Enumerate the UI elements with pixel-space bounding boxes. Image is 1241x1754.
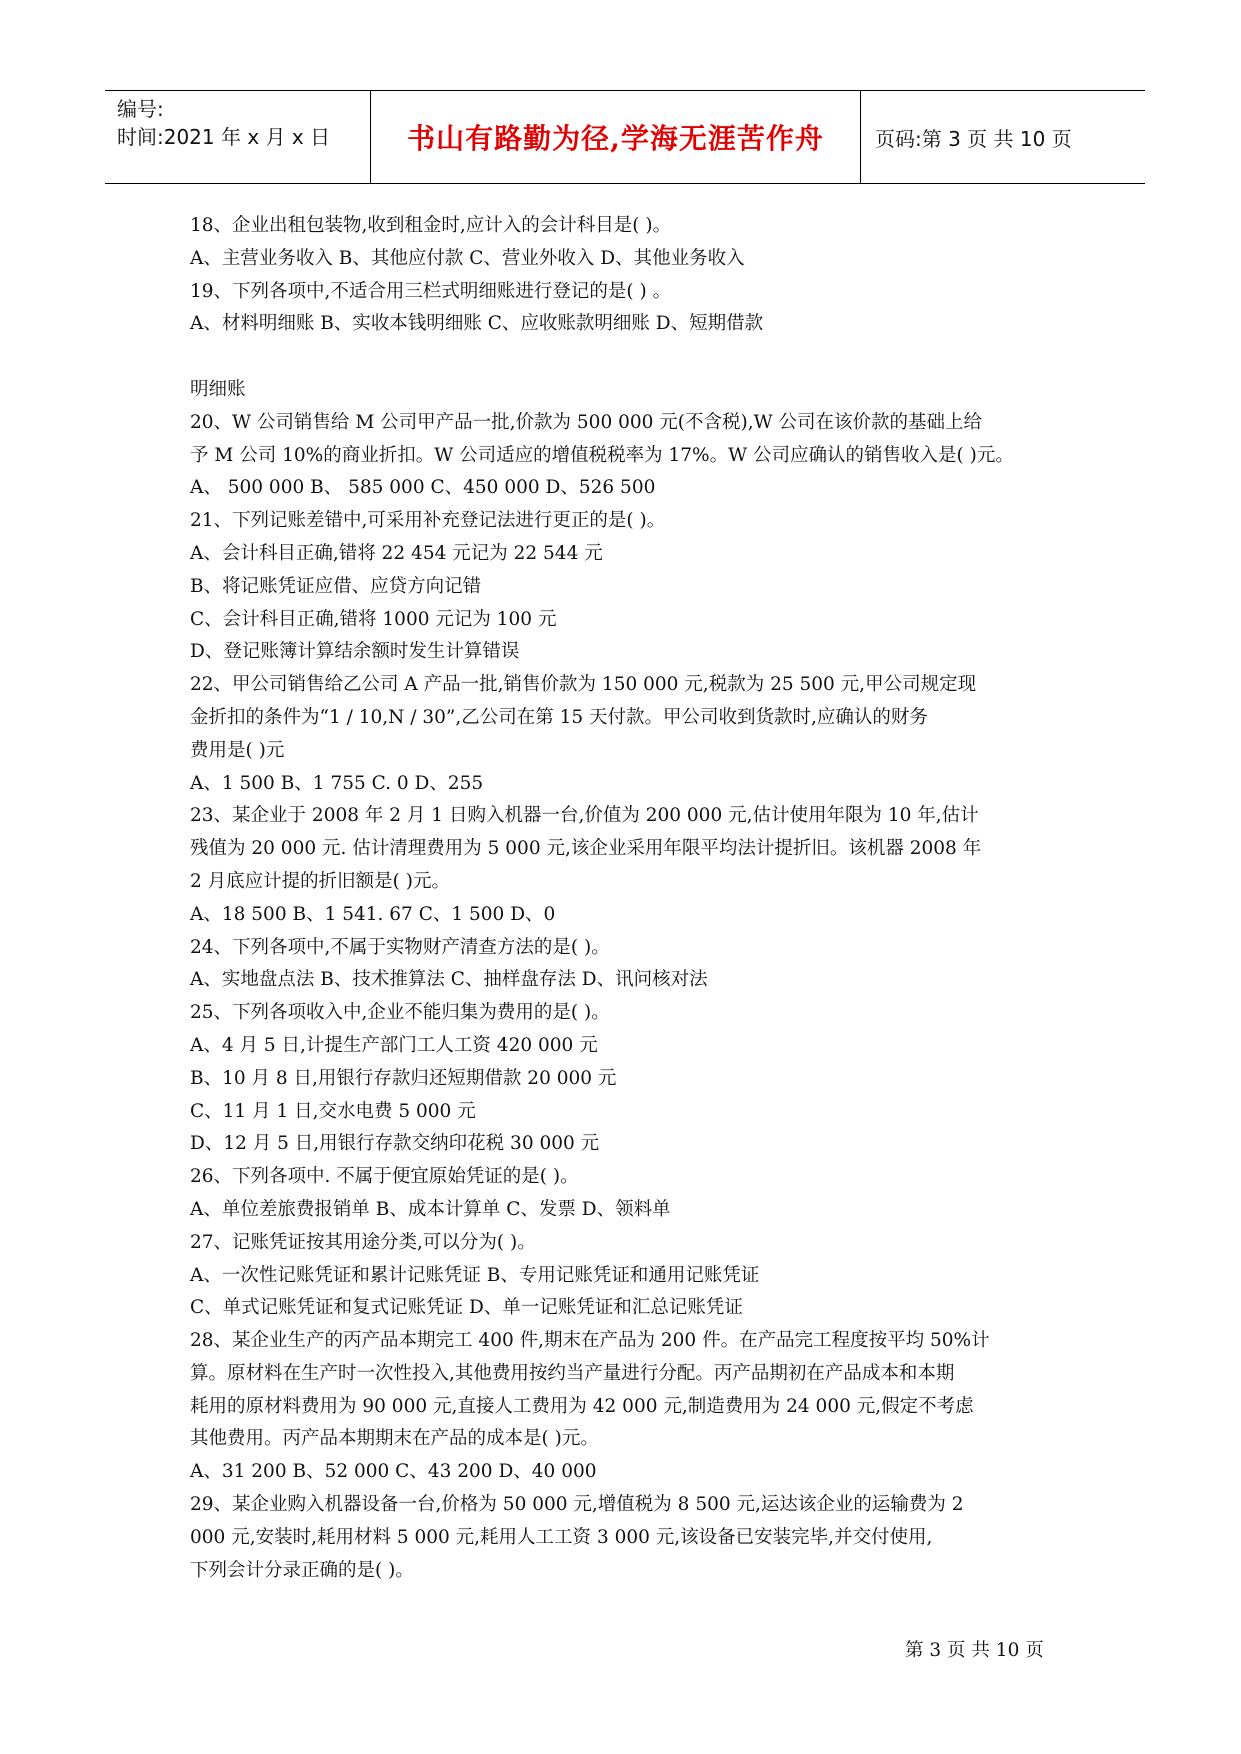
- text-line: A、18 500 B、1 541. 67 C、1 500 D、0: [190, 903, 556, 925]
- text-line: C、会计科目正确,错将 1000 元记为 100 元: [190, 608, 557, 630]
- text-line: B、10 月 8 日,用银行存款归还短期借款 20 000 元: [190, 1067, 617, 1089]
- text-line: A、一次性记账凭证和累计记账凭证 B、专用记账凭证和通用记账凭证: [190, 1264, 760, 1286]
- blank-line: [190, 341, 1070, 374]
- text-line: 金折扣的条件为“1 / 10,N / 30”,乙公司在第 15 天付款。甲公司收到货款时,应确认的财务: [190, 706, 928, 728]
- page-footer: 第 3 页 共 10 页: [905, 1640, 1044, 1661]
- text-line: A、材料明细账 B、实收本钱明细账 C、应收账款明细账 D、短期借款: [190, 313, 764, 335]
- text-line: 24、下列各项中,不属于实物财产清查方法的是( )。: [190, 936, 610, 958]
- time-text: 时间:2021 年 x 月 x 日: [117, 125, 331, 149]
- text-line: A、1 500 B、1 755 C. 0 D、255: [190, 772, 484, 794]
- text-line: D、登记账簿计算结余额时发生计算错误: [190, 641, 520, 663]
- text-line: 21、下列记账差错中,可采用补充登记法进行更正的是( )。: [190, 510, 666, 532]
- text-line: 23、某企业于 2008 年 2 月 1 日购入机器一台,价值为 200 000 元,估计使用年限为 10 年,估计: [190, 805, 979, 827]
- text-line: 下列会计分录正确的是( )。: [190, 1559, 414, 1581]
- header-divider-right: [860, 91, 861, 183]
- text-line: 2 月底应计提的折旧额是( )元。: [190, 870, 450, 892]
- text-line: 算。原材料在生产时一次性投入,其他费用按约当产量进行分配。丙产品期初在产品成本和本期: [190, 1362, 955, 1384]
- text-line: 28、某企业生产的丙产品本期完工 400 件,期末在产品为 200 件。在产品完工程度按平均 50%计: [190, 1330, 990, 1352]
- text-line: 20、W 公司销售给 M 公司甲产品一批,价款为 500 000 元(不含税),W 公司在该价款的基础上给: [190, 411, 982, 433]
- header-motto: 书山有路勤为径,学海无涯苦作舟: [407, 122, 824, 155]
- page-header: [105, 90, 1145, 184]
- header-page-number: 页码:第 3 页 共 10 页: [875, 126, 1072, 151]
- header-left-block: [117, 95, 330, 151]
- text-line: 22、甲公司销售给乙公司 A 产品一批,销售价款为 150 000 元,税款为 25 500 元,甲公司规定现: [190, 674, 977, 696]
- text-line: 耗用的原材料费用为 90 000 元,直接人工费用为 42 000 元,制造费用为 24 000 元,假定不考虑: [190, 1395, 974, 1417]
- text-line: 予 M 公司 10%的商业折扣。W 公司适应的增值税税率为 17%。W 公司应确认的销售收入是( )元。: [190, 444, 1014, 466]
- text-line: 25、下列各项收入中,企业不能归集为费用的是( )。: [190, 1002, 610, 1024]
- text-line: 000 元,安装时,耗用材料 5 000 元,耗用人工工资 3 000 元,该设备已安装完毕,并交付使用,: [190, 1526, 933, 1548]
- text-line: A、单位差旅费报销单 B、成本计算单 C、发票 D、领料单: [190, 1198, 671, 1220]
- text-line: 26、下列各项中. 不属于便宜原始凭证的是( )。: [190, 1166, 579, 1188]
- text-line: A、实地盘点法 B、技术推算法 C、抽样盘存法 D、讯问核对法: [190, 969, 708, 991]
- text-line: 明细账: [190, 378, 246, 400]
- text-line: 27、记账凭证按其用途分类,可以分为( )。: [190, 1231, 536, 1253]
- text-line: A、31 200 B、52 000 C、43 200 D、40 000: [190, 1461, 597, 1483]
- text-line: B、将记账凭证应借、应贷方向记错: [190, 575, 482, 597]
- text-line: C、11 月 1 日,交水电费 5 000 元: [190, 1100, 476, 1122]
- text-line: 19、下列各项中,不适合用三栏式明细账进行登记的是( ) 。: [190, 280, 672, 302]
- text-line: 其他费用。丙产品本期期末在产品的成本是( )元。: [190, 1428, 599, 1450]
- document-body: [190, 210, 1070, 1587]
- text-line: A、4 月 5 日,计提生产部门工人工资 420 000 元: [190, 1034, 598, 1056]
- text-line: 18、企业出租包装物,收到租金时,应计入的会计科目是( )。: [190, 215, 672, 236]
- text-line: 残值为 20 000 元. 估计清理费用为 5 000 元,该企业采用年限平均法计提折旧。该机器 2008 年: [190, 838, 982, 860]
- text-line: A、主营业务收入 B、其他应付款 C、营业外收入 D、其他业务收入: [190, 247, 745, 269]
- text-line: 29、某企业购入机器设备一台,价格为 50 000 元,增值税为 8 500 元,运达该企业的运输费为 2: [190, 1494, 964, 1516]
- text-line: D、12 月 5 日,用银行存款交纳印花税 30 000 元: [190, 1133, 600, 1155]
- text-line: 费用是( )元: [190, 739, 285, 761]
- text-line: C、单式记账凭证和复式记账凭证 D、单一记账凭证和汇总记账凭证: [190, 1297, 743, 1319]
- text-line: A、 500 000 B、 585 000 C、450 000 D、526 500: [190, 477, 656, 499]
- text-line: A、会计科目正确,错将 22 454 元记为 22 544 元: [190, 542, 603, 564]
- serial-label: 编号:: [117, 97, 164, 121]
